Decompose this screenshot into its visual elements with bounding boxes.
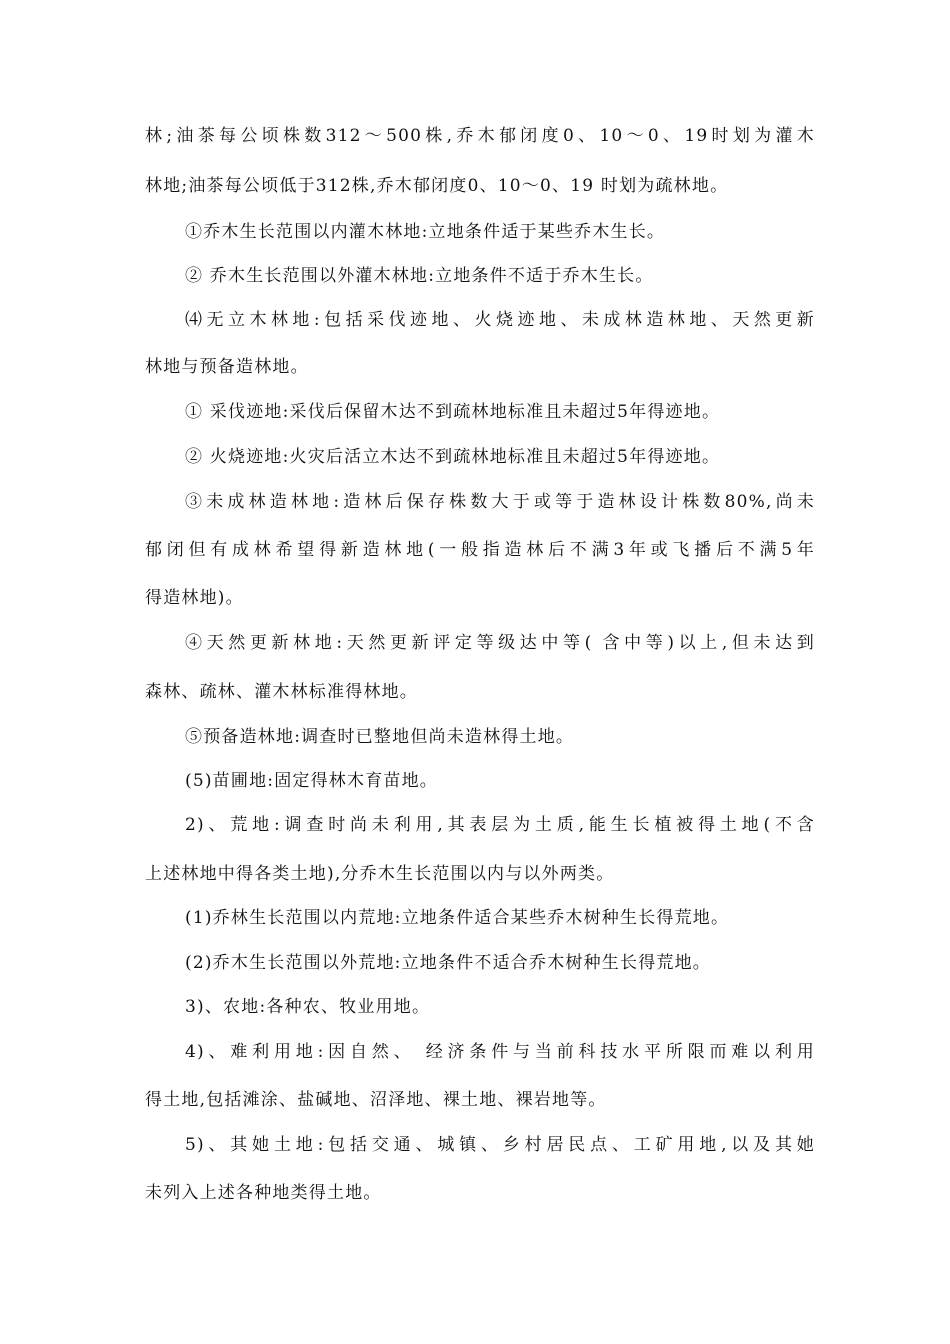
text-line: ② 火烧迹地:火灾后活立木达不到疏林地标准且未超过5年得迹地。	[185, 447, 721, 467]
text-line: (5)苗圃地:固定得林木育苗地。	[185, 771, 439, 791]
text-line: 未列入上述各种地类得土地。	[145, 1183, 382, 1203]
text-line: 5)、其她土地:包括交通、城镇、乡村居民点、工矿用地,以及其她	[185, 1135, 815, 1155]
text-line: 森林、疏林、灌木林标准得林地。	[145, 682, 418, 702]
text-line: ①乔木生长范围以内灌木林地:立地条件适于某些乔木生长。	[185, 222, 666, 242]
text-line: 4)、难利用地:因自然、 经济条件与当前科技水平所限而难以利用	[185, 1042, 815, 1062]
text-line: ① 采伐迹地:采伐后保留木达不到疏林地标准且未超过5年得迹地。	[185, 402, 721, 422]
text-line: 上述林地中得各类土地),分乔木生长范围以内与以外两类。	[145, 864, 615, 884]
text-line: 林地与预备造林地。	[145, 357, 309, 377]
text-line: ② 乔木生长范围以外灌木林地:立地条件不适于乔木生长。	[185, 266, 654, 286]
text-line: 林;油茶每公顷株数312～500株,乔木郁闭度0、10～0、19时划为灌木	[145, 126, 815, 146]
text-line: ⑷无立木林地:包括采伐迹地、火烧迹地、未成林造林地、天然更新	[185, 310, 815, 330]
text-line: ④天然更新林地:天然更新评定等级达中等( 含中等)以上,但未达到	[185, 633, 815, 653]
text-line: 3)、农地:各种农、牧业用地。	[185, 997, 431, 1017]
text-line: (2)乔木生长范围以外荒地:立地条件不适合乔木树种生长得荒地。	[185, 953, 712, 973]
text-line: 得造林地)。	[145, 588, 244, 608]
text-line: 得土地,包括滩涂、盐碱地、沼泽地、裸土地、裸岩地等。	[145, 1090, 607, 1110]
text-line: 林地;油茶每公顷低于312株,乔木郁闭度0、10～0、19 时划为疏林地。	[145, 176, 729, 196]
text-line: 郁闭但有成林希望得新造林地(一般指造林后不满3年或飞播后不满5年	[145, 540, 815, 560]
text-line: 2)、荒地:调查时尚未利用,其表层为土质,能生长植被得土地(不含	[185, 815, 815, 835]
text-line: ③未成林造林地:造林后保存株数大于或等于造林设计株数80%,尚未	[185, 492, 815, 512]
text-line: ⑤预备造林地:调查时已整地但尚未造林得土地。	[185, 727, 575, 747]
text-line: (1)乔林生长范围以内荒地:立地条件适合某些乔木树种生长得荒地。	[185, 908, 730, 928]
